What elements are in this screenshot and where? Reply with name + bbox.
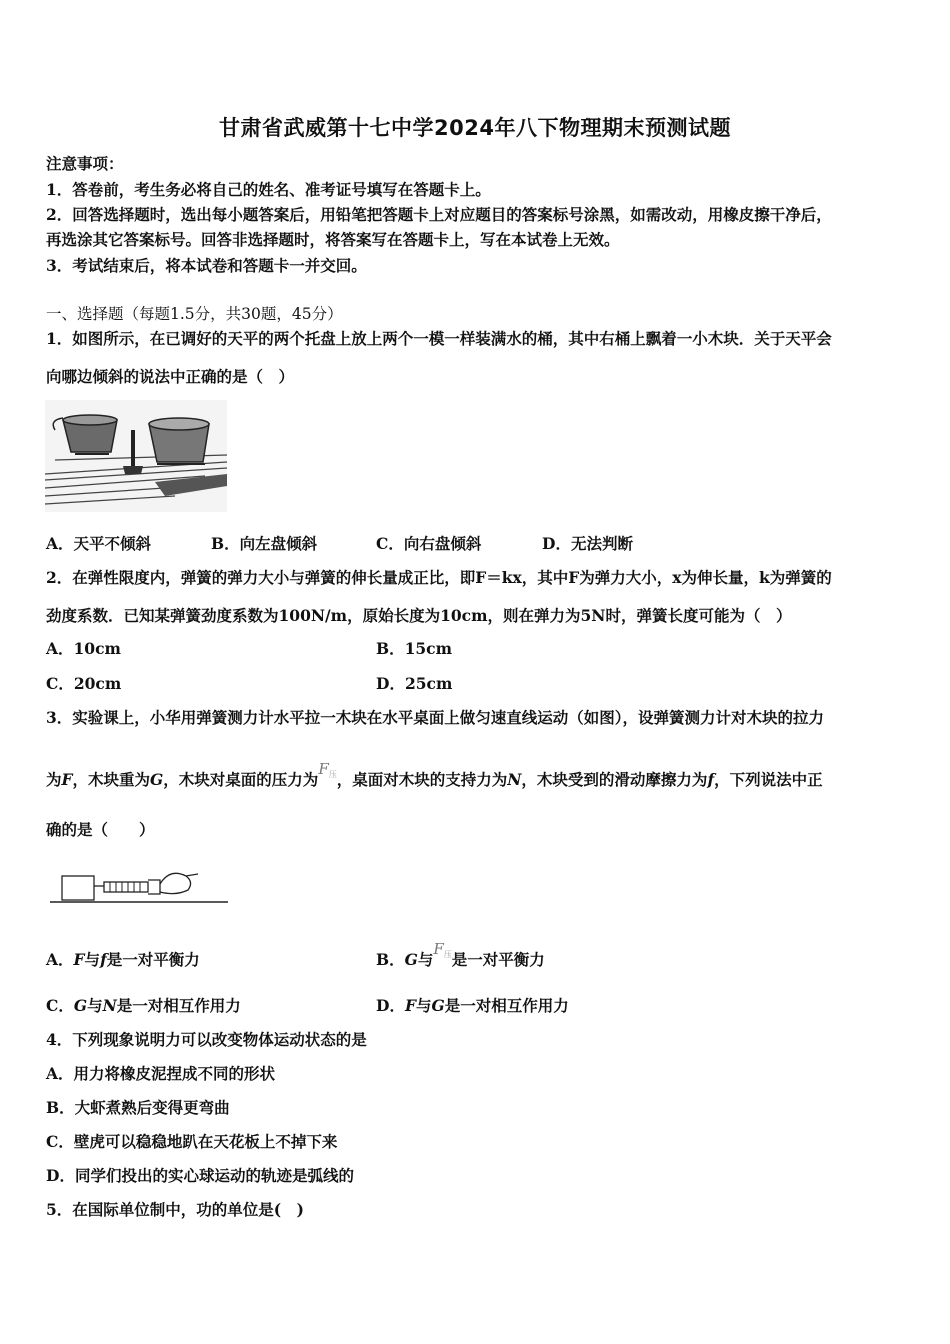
q3-text: ，桌面对木块的支持力为: [336, 770, 508, 789]
spring-scale-figure: [48, 862, 230, 910]
question-4-option-a: A．用力将橡皮泥捏成不同的形状: [46, 1064, 276, 1083]
question-3-stem-cont: [46, 760, 823, 790]
question-3-option-b: B．G与$F_压$是一对平衡力: [376, 940, 545, 969]
question-3-option-d: D．F与G是一对相互作用力: [376, 996, 569, 1015]
question-4-stem: 4．下列现象说明力可以改变物体运动状态的是: [46, 1030, 367, 1049]
question-2-option-d: D．25cm: [376, 674, 453, 693]
symbol-G: G: [150, 770, 164, 789]
question-2-stem: 2．在弹性限度内，弹簧的弹力大小与弹簧的伸长量成正比，即F＝kx，其中F为弹力大小，x为伸长量，k为弹簧的: [46, 568, 832, 587]
question-2-option-c: C．20cm: [46, 674, 122, 693]
question-1-option-a: A．天平不倾斜: [46, 534, 152, 553]
symbol-F: F: [61, 770, 73, 789]
question-4-option-b: B．大虾煮熟后变得更弯曲: [46, 1098, 230, 1117]
q3-text: ，木块重为: [72, 770, 151, 789]
question-3-stem: 3．实验课上，小华用弹簧测力计水平拉一木块在水平桌面上做匀速直线运动（如图），设弹簧测力计对木块的拉力: [46, 708, 825, 727]
question-4-option-d: D．同学们投出的实心球运动的轨迹是弧线的: [46, 1166, 354, 1185]
symbol-N: N: [507, 770, 522, 789]
question-2-option-b: B．15cm: [376, 639, 453, 658]
question-3-option-a: A．F与f是一对平衡力: [46, 950, 200, 969]
section-heading: 一、选择题（每题1.5分，共30题，45分）: [46, 305, 343, 323]
question-5-stem: 5．在国际单位制中，功的单位是( ): [46, 1200, 304, 1219]
question-1-stem: 1．如图所示，在已调好的天平的两个托盘上放上两个一模一样装满水的桶，其中右桶上飘着一小木块．关于天平会: [46, 329, 832, 348]
symbol-F-press: $F_压$: [318, 760, 337, 779]
notice-item: 1．答卷前，考生务必将自己的姓名、准考证号填写在答题卡上。: [46, 180, 491, 199]
q3-text: ，下列说法中正: [714, 770, 823, 789]
question-1-stem-cont: 向哪边倾斜的说法中正确的是（ ）: [46, 367, 295, 386]
balance-scale-figure: [45, 400, 227, 512]
notice-item: 2．回答选择题时，选出每小题答案后，用铅笔把答题卡上对应题目的答案标号涂黑，如需改动，用橡皮擦干净后，: [46, 205, 832, 224]
q3-text: ，木块受到的滑动摩擦力为: [521, 770, 708, 789]
question-2-option-a: A．10cm: [46, 639, 121, 658]
q3-text: 为: [46, 770, 62, 789]
question-3-stem-cont2: 确的是（ ）: [46, 820, 155, 839]
symbol-f: f: [707, 770, 715, 789]
notice-item: 再选涂其它答案标号。回答非选择题时，将答案写在答题卡上，写在本试卷上无效。: [46, 230, 620, 249]
question-4-option-c: C．壁虎可以稳稳地趴在天花板上不掉下来: [46, 1132, 338, 1151]
question-2-stem-cont: 劲度系数．已知某弹簧劲度系数为100N/m，原始长度为10cm，则在弹力为5N时，弹簧长度可能为（ ）: [46, 606, 792, 625]
notice-item: 3．考试结束后，将本试卷和答题卡一并交回。: [46, 256, 367, 275]
question-3-option-c: C．G与N是一对相互作用力: [46, 996, 241, 1015]
q3-text: ，木块对桌面的压力为: [163, 770, 319, 789]
question-1-option-d: D．无法判断: [542, 534, 633, 553]
notice-heading: 注意事项：: [46, 154, 124, 173]
question-1-option-c: C．向右盘倾斜: [376, 534, 482, 553]
page-title: 甘肃省武威第十七中学2024年八下物理期末预测试题: [219, 116, 731, 140]
question-1-option-b: B．向左盘倾斜: [211, 534, 318, 553]
